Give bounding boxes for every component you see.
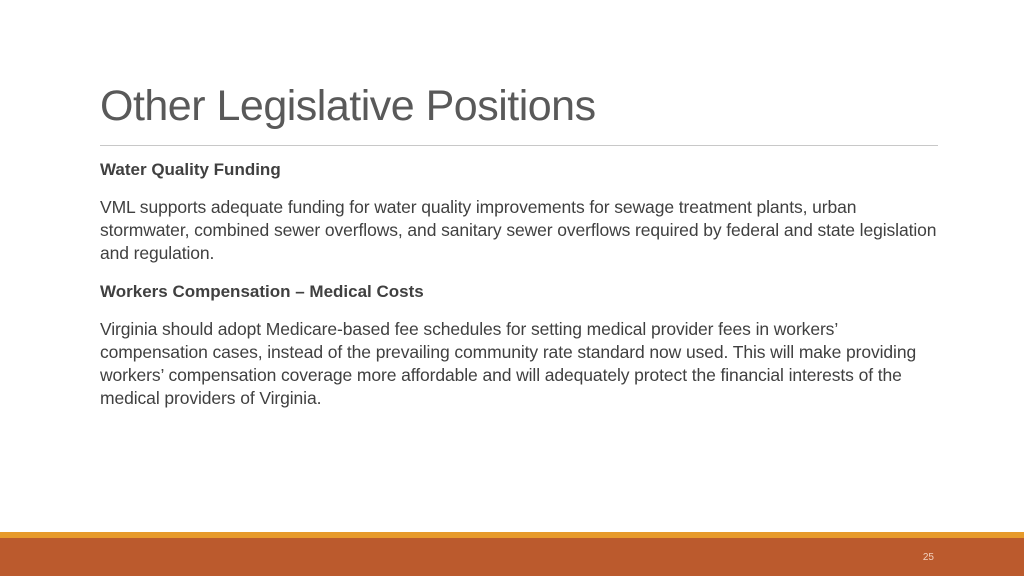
section-body-workers-comp: Virginia should adopt Medicare-based fee schedules for setting medical provider fees in workers’ compensation cases, instead of the prevailing community rate standard now used. This will make providing workers’ compensation coverage more affordable and will adequately protect the financial interests of the medical providers of Virginia. [100,319,917,408]
title-divider [100,145,938,146]
page-number: 25 [922,552,934,563]
section-heading-water-quality: Water Quality Funding [100,160,281,179]
section-body-water-quality: VML supports adequate funding for water quality improvements for sewage treatment plants, urban stormwater, combined sewer overflows, and sanitary sewer overflows required by federal and state legislation and regulation. [100,197,937,263]
section-heading-workers-comp: Workers Compensation – Medical Costs [100,282,424,301]
slide-content [100,158,945,425]
slide-title: Other Legislative Positions [100,82,596,130]
footer-bar [0,538,1024,576]
